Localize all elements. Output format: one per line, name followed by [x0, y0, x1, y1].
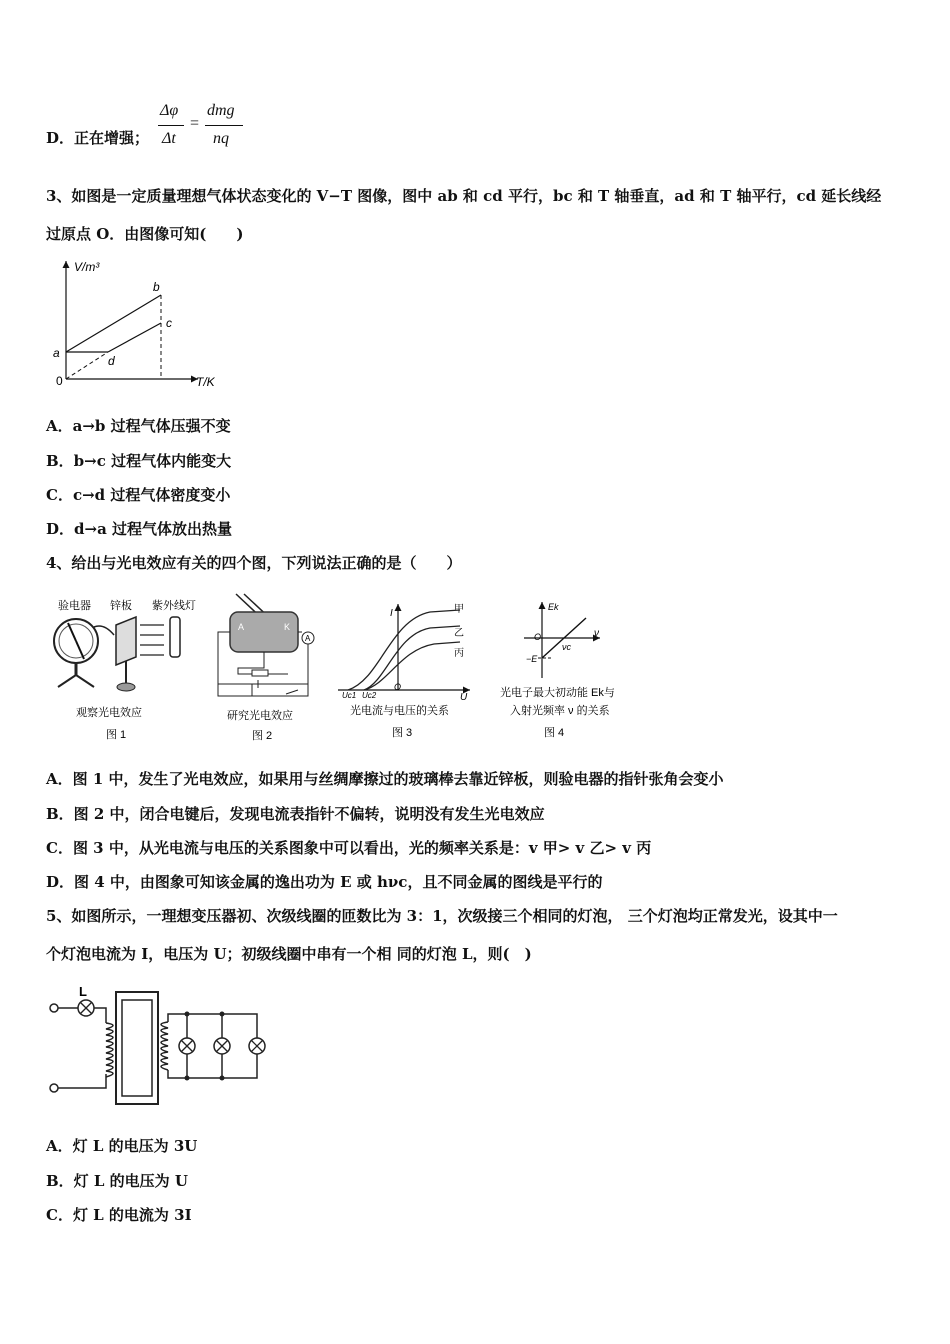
formula-num-left: Δφ	[160, 102, 179, 119]
q5-lamp-3	[249, 1038, 265, 1054]
fig3-uc1: Uc1	[342, 691, 357, 700]
q4-stem: 4、给出与光电效应有关的四个图，下列说法正确的是（ ）	[46, 554, 462, 572]
formula-eq: =	[190, 115, 200, 132]
q5-stem-line2: 个灯泡电流为 I，电压为 U；初级线圈中串有一个相 同的灯泡 L，则( )	[46, 945, 532, 963]
q3-option-d: D．d→a 过程气体放出热量	[46, 520, 233, 538]
q4-fig3	[330, 600, 480, 743]
formula-den-right: nq	[213, 130, 229, 147]
fig3-label-bing: 丙	[454, 648, 464, 659]
q3-point-d: d	[108, 354, 115, 368]
q3-option-c: C．c→d 过程气体密度变小	[46, 486, 231, 504]
fig4-nuc: νc	[562, 642, 571, 652]
fig3-number: 图 3	[392, 727, 413, 739]
q3-ylabel: V/m³	[74, 260, 100, 274]
q4-fig4	[496, 596, 641, 742]
q5-option-c: C．灯 L 的电流为 3I	[46, 1206, 192, 1224]
fig3-uc2: Uc2	[362, 691, 377, 700]
q3-point-c: c	[166, 316, 172, 330]
q5-transformer-circuit	[44, 978, 274, 1108]
q2-option-d: D．正在增强；	[46, 129, 150, 147]
fig4-origin: O	[534, 632, 542, 642]
fig2-cathode: K	[284, 622, 291, 632]
fig1-label-electroscope: 验电器	[58, 600, 91, 612]
fig3-ylabel: I	[390, 608, 393, 619]
q3-point-a: a	[53, 346, 60, 360]
formula-den-left: Δt	[162, 130, 176, 147]
fig2-number: 图 2	[252, 730, 273, 742]
q5-lamp-label: L	[79, 984, 87, 999]
fig3-origin: O	[394, 682, 402, 692]
fig1-label-uvlamp: 紫外线灯	[152, 600, 196, 612]
fig4-caption-line2: 入射光频率 ν 的关系	[510, 705, 610, 717]
q3-vt-graph	[48, 255, 228, 395]
fig4-ylabel: Ek	[548, 602, 559, 612]
fig2-anode: A	[238, 622, 245, 632]
fig3-label-yi: 乙	[454, 628, 464, 639]
q3-point-b: b	[153, 280, 160, 294]
q4-option-c: C．图 3 中，从光电流与电压的关系图象中可以看出，光的频率关系是：v 甲> v 乙> v 丙	[46, 839, 652, 857]
fig3-caption: 光电流与电压的关系	[350, 705, 449, 717]
q5-stem-line1: 5、如图所示，一理想变压器初、次级线圈的匝数比为 3：1，次级接三个相同的灯泡， 三个灯泡均正常发光，设其中一	[46, 907, 838, 925]
fig1-number: 图 1	[106, 729, 127, 741]
fig1-label-zinc: 锌板	[110, 600, 132, 612]
q4-option-a: A．图 1 中，发生了光电效应，如果用与丝绸摩擦过的玻璃棒去靠近锌板，则验电器的指针张角会变小	[46, 770, 724, 788]
q3-origin: 0	[56, 374, 63, 388]
fig2-caption: 研究光电效应	[227, 710, 293, 722]
fig4-minus-e: −E	[526, 654, 538, 664]
q5-lamp-1	[179, 1038, 195, 1054]
fig4-xlabel: ν	[594, 628, 599, 639]
q5-option-b: B．灯 L 的电压为 U	[46, 1172, 188, 1190]
q3-stem-line1: 3、如图是一定质量理想气体状态变化的 V−T 图像，图中 ab 和 cd 平行，bc 和 T 轴垂直，ad 和 T 轴平行，cd 延长线经	[46, 187, 882, 205]
q4-option-b: B．图 2 中，闭合电键后，发现电流表指针不偏转，说明没有发生光电效应	[46, 805, 545, 823]
fig4-caption-line1: 光电子最大初动能 Ek与	[500, 687, 615, 699]
q5-lamp-2	[214, 1038, 230, 1054]
formula-num-right: dmg	[207, 102, 235, 119]
fig2-ammeter: A	[305, 634, 311, 643]
q3-option-b: B．b→c 过程气体内能变大	[46, 452, 232, 470]
q4-fig1	[44, 595, 209, 745]
fig1-caption: 观察光电效应	[76, 707, 142, 719]
q3-option-a: A．a→b 过程气体压强不变	[46, 417, 231, 435]
q5-option-a: A．灯 L 的电压为 3U	[46, 1137, 198, 1155]
fig3-label-jia: 甲	[454, 604, 464, 615]
q4-fig2	[212, 588, 327, 745]
q3-xlabel: T/K	[196, 375, 215, 389]
fig3-xlabel: U	[460, 692, 468, 703]
q4-option-d: D．图 4 中，由图象可知该金属的逸出功为 E 或 hνc，且不同金属的图线是平行的	[46, 873, 603, 891]
q3-stem-line2: 过原点 O．由图像可知( )	[46, 225, 244, 243]
fig4-number: 图 4	[544, 727, 565, 739]
